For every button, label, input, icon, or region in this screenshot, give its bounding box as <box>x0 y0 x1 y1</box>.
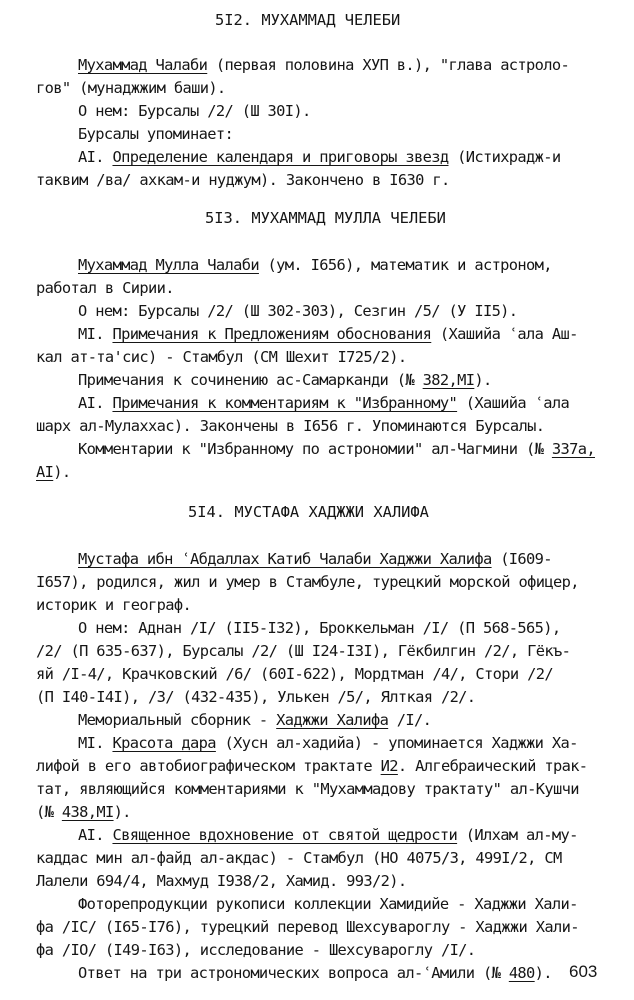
entry-514-line: Мемориальный сборник - Хаджжи Халифа /I/. <box>78 711 432 729</box>
cross-reference: 480 <box>508 964 535 982</box>
cross-reference: И2 <box>380 757 398 775</box>
cross-reference: AI <box>36 463 54 481</box>
entry-514-line: лифой в его автобиографическом трактате И2. Алгебраический трак- <box>36 757 588 775</box>
entry-514-line: историк и географ. <box>36 596 192 614</box>
entry-514-line: тат, являющийся комментариями к "Мухаммадову трактату" ал-Кушчи <box>36 780 579 798</box>
work-title: Красота дара <box>112 734 216 752</box>
author-name: Мустафа ибн ʿАбдаллах Катиб Чалаби Хаджжи Халифа <box>78 550 492 568</box>
entry-514-line: яй /I-4/, Крачковский /6/ (60I-622), Мордтман /4/, Стори /2/ <box>36 665 553 683</box>
entry-514-line: AI. Священное вдохновение от святой щедрости (Илхам ал-му- <box>78 826 578 844</box>
entry-513-line: Примечания к сочинению ас-Самарканди (№ 382,MI). <box>78 371 492 389</box>
author-name: Мухаммад Мулла Чалаби <box>78 256 259 274</box>
entry-514-line: Ответ на три астрономических вопроса ал-ʿАмили (№ 480). <box>78 964 552 982</box>
cross-reference: 337а, <box>551 440 595 458</box>
entry-514-line: Фоторепродукции рукописи коллекции Хамидийе - Хаджжи Хали- <box>78 895 578 913</box>
entry-514-line: Лалели 694/4, Махмуд I938/2, Хамид. 993/2). <box>36 872 407 890</box>
entry-514-line: О нем: Аднан /I/ (II5-I32), Броккельман /I/ (П 568-565), <box>78 619 561 637</box>
author-name: Мухаммад Чалаби <box>78 56 208 74</box>
entry-513-line: кал ат-та'сис) - Стамбул (СМ Шехит I725/2). <box>36 348 407 366</box>
entry-514-line: фа /IO/ (I49-I63), исследование - Шехсувароглу /I/. <box>36 941 476 959</box>
entry-514-line: I657), родился, жил и умер в Стамбуле, турецкий морской офицер, <box>36 573 579 591</box>
work-title: Определение календаря и приговоры звезд <box>112 148 449 166</box>
entry-512-line: AI. Определение календаря и приговоры звезд (Истихрадж-и <box>78 148 561 166</box>
work-title: Хаджжи Халифа <box>276 711 389 729</box>
entry-513-line: MI. Примечания к Предложениям обоснования (Хашийа ʿала Аш- <box>78 325 578 343</box>
entry-513-heading: 5I3. МУХАММАД МУЛЛА ЧЕЛЕБИ <box>205 209 446 227</box>
entry-512-line: О нем: Бурсалы /2/ (Ш 30I). <box>78 102 311 120</box>
entry-513-line: О нем: Бурсалы /2/ (Ш 302-303), Сезгин /5/ (У II5). <box>78 302 518 320</box>
entry-512-line: Бурсалы упоминает: <box>78 125 234 143</box>
entry-514-line: (П I40-I4I), /3/ (432-435), Улькен /5/, Ялткая /2/. <box>36 688 476 706</box>
entry-514-line: MI. Красота дара (Хусн ал-хадийа) - упоминается Хаджжи Ха- <box>78 734 578 752</box>
entry-512-line: гов" (мунаджжим баши). <box>36 79 226 97</box>
entry-514-line: /2/ (П 635-637), Бурсалы /2/ (Ш I24-I3I), Гёкбилгин /2/, Гёкъ- <box>36 642 571 660</box>
cross-reference: 438,MI <box>61 803 114 821</box>
cross-reference: 382,MI <box>422 371 475 389</box>
entry-513-line: шарх ал-Мулаххас). Закончены в I656 г. Упоминаются Бурсалы. <box>36 417 545 435</box>
entry-513-line: работал в Сирии. <box>36 279 174 297</box>
entry-513-line: Комментарии к "Избранному по астрономии" ал-Чагмини (№ 337а, <box>78 440 595 458</box>
entry-514-line: Мустафа ибн ʿАбдаллах Катиб Чалаби Хаджжи Халифа (I609- <box>78 550 552 568</box>
entry-514-heading: 5I4. МУСТАФА ХАДЖЖИ ХАЛИФА <box>188 503 429 521</box>
entry-513-line: AI). <box>36 463 71 481</box>
entry-514-line: (№ 438,MI). <box>36 803 131 821</box>
entry-513-line: Мухаммад Мулла Чалаби (ум. I656), математик и астроном, <box>78 256 552 274</box>
entry-514-line: каддас мин ал-файд ал-акдас) - Стамбул (НО 4075/3, 499I/2, СМ <box>36 849 562 867</box>
entry-513-line: AI. Примечания к комментариям к "Избранному" (Хашийа ʿала <box>78 394 570 412</box>
entry-514-line: фа /IC/ (I65-I76), турецкий перевод Шехсувароглу - Хаджжи Хали- <box>36 918 579 936</box>
entry-512-heading: 5I2. МУХАММАД ЧЕЛЕБИ <box>215 11 401 29</box>
work-title: Примечания к Предложениям обоснования <box>112 325 432 343</box>
entry-512-line: Мухаммад Чалаби (первая половина ХУП в.), "глава астроло- <box>78 56 570 74</box>
entry-512-line: таквим /ва/ ахкам-и нуджум). Закончено в I630 г. <box>36 171 450 189</box>
work-title: Примечания к комментариям к "Избранному" <box>112 394 458 412</box>
page-number: 603 <box>569 962 598 981</box>
work-title: Священное вдохновение от святой щедрости <box>112 826 458 844</box>
